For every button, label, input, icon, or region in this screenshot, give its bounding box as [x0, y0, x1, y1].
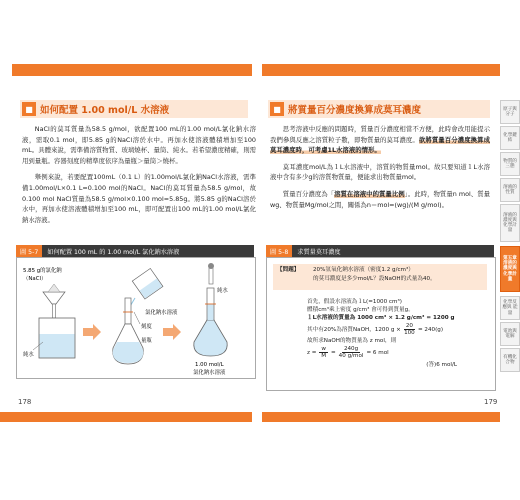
bullet-icon: ■ — [22, 102, 36, 116]
solution-block — [307, 298, 487, 369]
left-figure-box — [16, 257, 256, 379]
top-orange-band-left — [12, 64, 252, 76]
solution-equation: z = $\frac{w}{M}$ = 240g 40 g/mol = 6 mol — [307, 346, 389, 360]
right-para1-text: 思考溶液中反應的問題時，質量百分濃度相當不方便，此時會改用能提示我們參與反應之溶質粒子數，即物質量的莫耳濃度。 — [270, 125, 490, 144]
fig-label-result1: 1.00 mol/L — [195, 362, 224, 368]
right-paragraph-3: 質量百分濃度為「溶質在溶液中的質量比例」。此時，物質量n mol、質量wg、物質量Mg/mol之間，關係為n＝mol=(wg)/(M g/mol)。 — [270, 189, 491, 209]
figure-tag: 圖 5-7 — [16, 245, 42, 257]
fig-label-result2: 氯化鈉水溶液 — [193, 370, 226, 376]
right-paragraph-2: 莫耳濃度mol/L為１L水溶液中，溶質的物質量mol。故只要知道１L水溶液中含有多少g的溶質物質量，便能求出物質量mol。 — [270, 162, 490, 182]
fraction-w-m: $\frac{w}{M}$ — [321, 346, 327, 360]
chapter-tab-5[interactable]: 溶液的濃度與 化學計量 — [500, 204, 520, 242]
chapter-tab-2[interactable]: 化學鍵結 — [500, 126, 520, 150]
fig-label-water-left: 純水 — [23, 352, 34, 358]
chapter-tab-8[interactable]: 有機化合物 — [500, 348, 520, 372]
bullet-icon: ■ — [270, 102, 284, 116]
fig-label-flask: 量瓶 — [141, 338, 152, 344]
right-para3-highlight: 溶質在溶液中的質量比例 — [334, 189, 405, 198]
solution-line-1: 首先，假設水溶液為１L(=1000 cm³) — [307, 299, 402, 305]
fig-label-nacl2: （NaCl） — [23, 276, 47, 282]
problem-box — [273, 264, 487, 290]
fraction-240-40: 240g 40 g/mol — [338, 346, 364, 360]
figure-tag: 圖 5-8 — [266, 245, 292, 257]
left-section-title: 如何配置 1.00 mol/L 水溶液 — [40, 105, 170, 116]
right-figure-box — [266, 257, 496, 391]
top-orange-band-right — [262, 64, 500, 76]
right-paragraph-1 — [270, 124, 490, 156]
figure-title: 求質量莫耳濃度 — [297, 248, 341, 256]
left-paragraph-2: 舉例來說，若要配置100mL（0.1 L）的1.00mol/L氯化鈉NaCl水溶液，需準備1.00mol/L×0.1 L=0.100 mol的NaCl。NaCl的莫耳質量為58.5 g/mol，故0.100 mol NaCl質量為58.5 g/mol×0.100 mol=5.85g。將5.85 g的NaCl溶於水中，再加水使溶液體積增加至100 mL，即可配置出100 mL的1.00 mol/L氯化鈉水溶液。 — [22, 173, 256, 224]
fig-label-solution: 氯化鈉水溶液 — [145, 310, 178, 316]
chapter-tab-7[interactable]: 電池與電解 — [500, 322, 520, 346]
left-paragraph-1: NaCl的莫耳質量為58.5 g/mol，欲配置100 mL的1.00 mol/L氯化鈉水溶液，需取0.1 mol，即5.85 g的NaCl溶於水中。再加水使溶液體積增加至100 mL。具體來說，需準備溶質物質、玻璃燒杯、量筒、純水。若希望濃度精確，則需用到量瓶。容器刻度的精準度依序為量瓶＞量筒＞燒杯。 — [22, 125, 256, 165]
solution-line-5: 故所求NaOH的物質量為 z mol，則 — [307, 337, 397, 344]
left-section-heading — [20, 100, 248, 118]
right-page-number: 179 — [484, 398, 498, 406]
solution-line-3: １L水溶液的質量為 1000 cm³ × 1.2 g/cm³ = 1200 g — [307, 315, 455, 322]
fig-label-mark: 刻度 — [141, 324, 152, 330]
problem-line-1: 20%氫氧化鈉水溶液（密度1.2 g/cm³） — [313, 267, 414, 273]
chapter-tab-1[interactable]: 原子與分子 — [500, 100, 520, 124]
pouring-beaker-icon — [132, 268, 163, 299]
chapter-tab-active[interactable]: 第五章 溶液的濃度與 化學計量 — [500, 246, 520, 292]
right-section-title: 將質量百分濃度換算成莫耳濃度 — [288, 105, 422, 116]
chapter-tab-6[interactable]: 化學反應與 能量 — [500, 296, 520, 320]
salt-pile-icon — [48, 284, 60, 292]
bottom-orange-band-left — [0, 412, 252, 422]
right-figure-header — [266, 245, 494, 257]
problem-label: 【問題】 — [277, 267, 300, 273]
figure-title: 如何配置 100 mL 的 1.00 mol/L 氯化鈉水溶液 — [47, 248, 180, 256]
fig-label-nacl1: 5.85 g的氯化鈉 — [23, 268, 62, 274]
arrow-icon — [83, 324, 101, 340]
left-page-number: 178 — [18, 398, 32, 406]
right-para1-highlight: 欲將質量百分濃度換算成莫耳濃度時，可考慮1L水溶液的情形。 — [270, 135, 491, 155]
answer-text: (答)6 mol/L — [426, 361, 457, 368]
fig-label-water-right: 純水 — [217, 288, 228, 294]
arrow-icon-2 — [163, 324, 181, 340]
flask-neck — [125, 298, 131, 324]
funnel-icon — [43, 292, 65, 304]
problem-line-2: 的莫耳濃度是多少mol/L？設NaOH的式量為40。 — [313, 276, 436, 282]
solution-line-2: 體積cm³乘上密度 g/cm³ 會可得到質量g。 — [307, 307, 414, 314]
solution-line-4: 其中有20%為溶質NaOH，1200 g × $\frac{20}{100}$ = 240(g) — [307, 323, 444, 337]
nacl-preparation-diagram — [17, 258, 255, 378]
bottom-orange-band-right — [262, 412, 500, 422]
right-section-heading — [268, 100, 490, 118]
fraction-20-100: $\frac{20}{100}$ — [404, 323, 415, 337]
volumetric-flask-filled-icon — [194, 320, 227, 356]
left-figure-header — [16, 245, 254, 257]
chapter-tab-3[interactable]: 物質的三態 — [500, 152, 520, 176]
chapter-tab-4[interactable]: 溶液的性質 — [500, 178, 520, 202]
